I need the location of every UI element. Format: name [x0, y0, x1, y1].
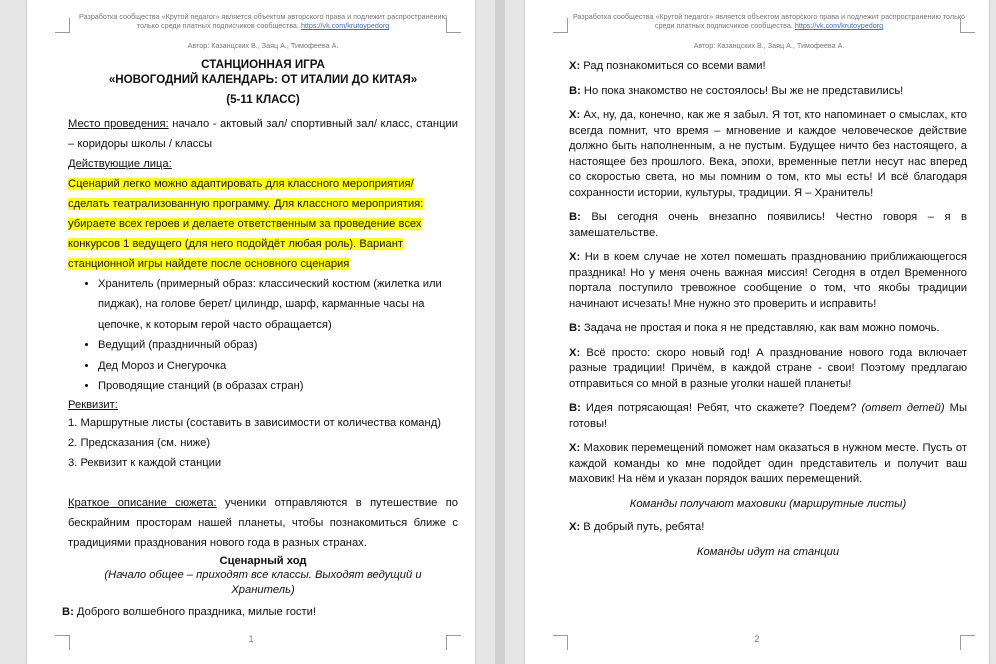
dialogue-text: Мы готовы! [569, 402, 968, 430]
dialogue-line [569, 441, 967, 488]
doc-title-line2: «НОВОГОДНИЙ КАЛЕНДАРЬ: ОТ ИТАЛИИ ДО КИТАЯ» [108, 72, 418, 86]
prop-item: 3. Реквизит к каждой станции [68, 456, 222, 469]
dialogue-text: Вы сегодня очень внезапно появились! Честно говоря – я в замешательстве. [569, 211, 967, 239]
community-link[interactable]: https://vk.com/krutoypedorg [300, 21, 390, 30]
list-item: • Проводящие станций (в образах стран) [98, 376, 458, 397]
speaker-label: Х: [569, 346, 581, 359]
dialogue-line [569, 250, 967, 312]
venue-paragraph [68, 114, 458, 154]
stage-direction: (ответ детей) [861, 402, 945, 414]
dialogue-line [569, 401, 967, 432]
speaker-label: Х: [569, 521, 581, 533]
dialogue-text: Ни в коем случае не хотел помешать празднованию приближающегося праздника! Но у меня очень важная миссия! Сегодня в отдел Временного портала поступило тревожное сообщение о том, что якобы традиции начинают исчезать! Мне нужно это проверить и исправить! [569, 251, 967, 310]
characters-heading [68, 154, 458, 174]
dialogue-line [569, 321, 967, 337]
stage-direction: Команды идут на станции [696, 545, 840, 558]
plot-text: ученики отправляются в путешествие по бескрайним просторам нашей планеты, чтобы познакомиться ближе с традициями празднования нового года в разных странах. [68, 496, 458, 549]
speaker-label: Х: [569, 109, 581, 121]
dialogue-text: Рад познакомиться со всеми вами! [580, 60, 766, 72]
prop-item: 1. Маршрутные листы (составить в зависимости от количества команд) [68, 416, 441, 429]
dialogue-line [569, 84, 967, 100]
doc-title-line1: СТАНЦИОННАЯ ИГРА [201, 58, 325, 71]
props-label: Реквизит: [68, 398, 118, 411]
copyright-notice: Разработка сообщества «Крутой педагог» является объектом авторского права и подлежит распространению только среди платных подписчиков сообщества. [79, 12, 447, 30]
highlight-note-paragraph [68, 174, 458, 274]
author-line: Автор: Казанцских В., Заяц А., Тимофеева А. [693, 41, 845, 50]
list-item: • Дед Мороз и Снегурочка [98, 356, 458, 377]
dialogue-text: Доброго волшебного праздника, милые гости! [73, 606, 316, 618]
prop-item: 2. Предсказания (см. ниже) [68, 436, 211, 449]
dialogue-line [62, 605, 458, 620]
speaker-label: В: [569, 402, 581, 414]
dialogue-text: Маховик перемещений поможет нам оказаться в нужном месте. Пусть от каждой команды ко мне подойдет один представитель и получит ваш маховик! На нём и указан порядок ваших перемещений. [569, 442, 967, 485]
page-2-body [569, 59, 967, 568]
dialogue-text: В добрый путь, ребята! [580, 521, 705, 533]
speaker-label: Х: [569, 60, 581, 72]
page-number: 2 [754, 634, 760, 644]
community-link[interactable]: https://vk.com/krutoypedorg [794, 21, 884, 30]
plot-label: Краткое описание сюжета: [68, 496, 217, 509]
characters-label: Действующие лица: [68, 157, 172, 170]
highlighted-note: Сценарий легко можно адаптировать для классного мероприятия/ сделать театрализованную программу. Для классного мероприятия: убираете всех героев и делаете ответственным за проведение всех конкурсов 1 ведущего (для него подойдёт любая роль). Вариант станционной игры найдете после основного сценария [68, 177, 424, 270]
speaker-label: В: [62, 606, 74, 618]
venue-text: начало - актовый зал/ спортивный зал/ класс, станции – коридоры школы / классы [68, 117, 458, 150]
plot-paragraph [68, 493, 458, 553]
list-item: • Хранитель (примерный образ: классический костюм (жилетка или пиджак), на голове берет/ цилиндр, шарф, карманные часы на цепочке, к которым герой часто обращается) [98, 274, 458, 336]
list-item: • Ведущий (праздничный образ) [98, 335, 458, 356]
dialogue-line [569, 108, 967, 201]
scenario-note: (Начало общее – приходят все классы. Выходят ведущий и Хранитель) [104, 569, 422, 596]
dialogue-text: Идея потрясающая! Ребят, что скажете? Поедем? [580, 402, 862, 414]
props-heading [68, 397, 458, 413]
dialogue-line [569, 59, 967, 75]
dialogue-line [569, 346, 967, 393]
scenario-title: Сценарный ход [219, 554, 307, 567]
page-header [67, 12, 459, 30]
page-gutter [495, 0, 505, 664]
stage-direction: Команды получают маховики (маршрутные листы) [629, 497, 907, 510]
copyright-notice: Разработка сообщества «Крутой педагог» является объектом авторского права и подлежит распространению только среди платных подписчиков сообщества. [572, 12, 966, 30]
dialogue-text: Задача не простая и пока я не представляю, как вам можно помочь. [580, 322, 940, 334]
dialogue-line [569, 520, 967, 536]
speaker-label: Х: [569, 251, 581, 263]
document-page-2 [525, 0, 989, 664]
speaker-label: В: [569, 84, 581, 97]
page-number: 1 [248, 634, 254, 644]
document-page-1 [27, 0, 475, 664]
speaker-label: В: [569, 211, 581, 223]
dialogue-text: Ах, ну, да, конечно, как же я забыл. Я тот, кто напоминает о смыслах, кто всегда помнит, что время – мгновение и каждое человеческое действие должно быть наполненным, а не пустым. Будущее ничто без настоящего, а настоящее без прошлого. Века, эпохи, временные петли несут нас вперед со скоростью света, но мы помним о том, кто мы есть! И всё благодаря сохранности истории, культуры, традиции. Я – Хранитель! [569, 109, 967, 199]
dialogue-text: Всё просто: скоро новый год! А празднование нового года включает разные традиции! Причём, в каждой стране - свои! Поэтому предлагаю отправиться со мной в разные уголки нашей планеты! [569, 346, 967, 390]
speaker-label: В: [569, 322, 581, 334]
venue-label: Место проведения: [68, 117, 169, 130]
author-line: Автор: Казанцских В., Заяц А., Тимофеева А. [187, 41, 339, 50]
grade-label: (5-11 КЛАСС) [226, 93, 300, 106]
dialogue-line [569, 210, 967, 241]
speaker-label: Х: [569, 442, 581, 454]
page-1-body [62, 58, 458, 620]
characters-list [68, 274, 458, 397]
page-header [565, 12, 973, 30]
dialogue-text: Но пока знакомство не состоялось! Вы же не представились! [580, 84, 904, 97]
